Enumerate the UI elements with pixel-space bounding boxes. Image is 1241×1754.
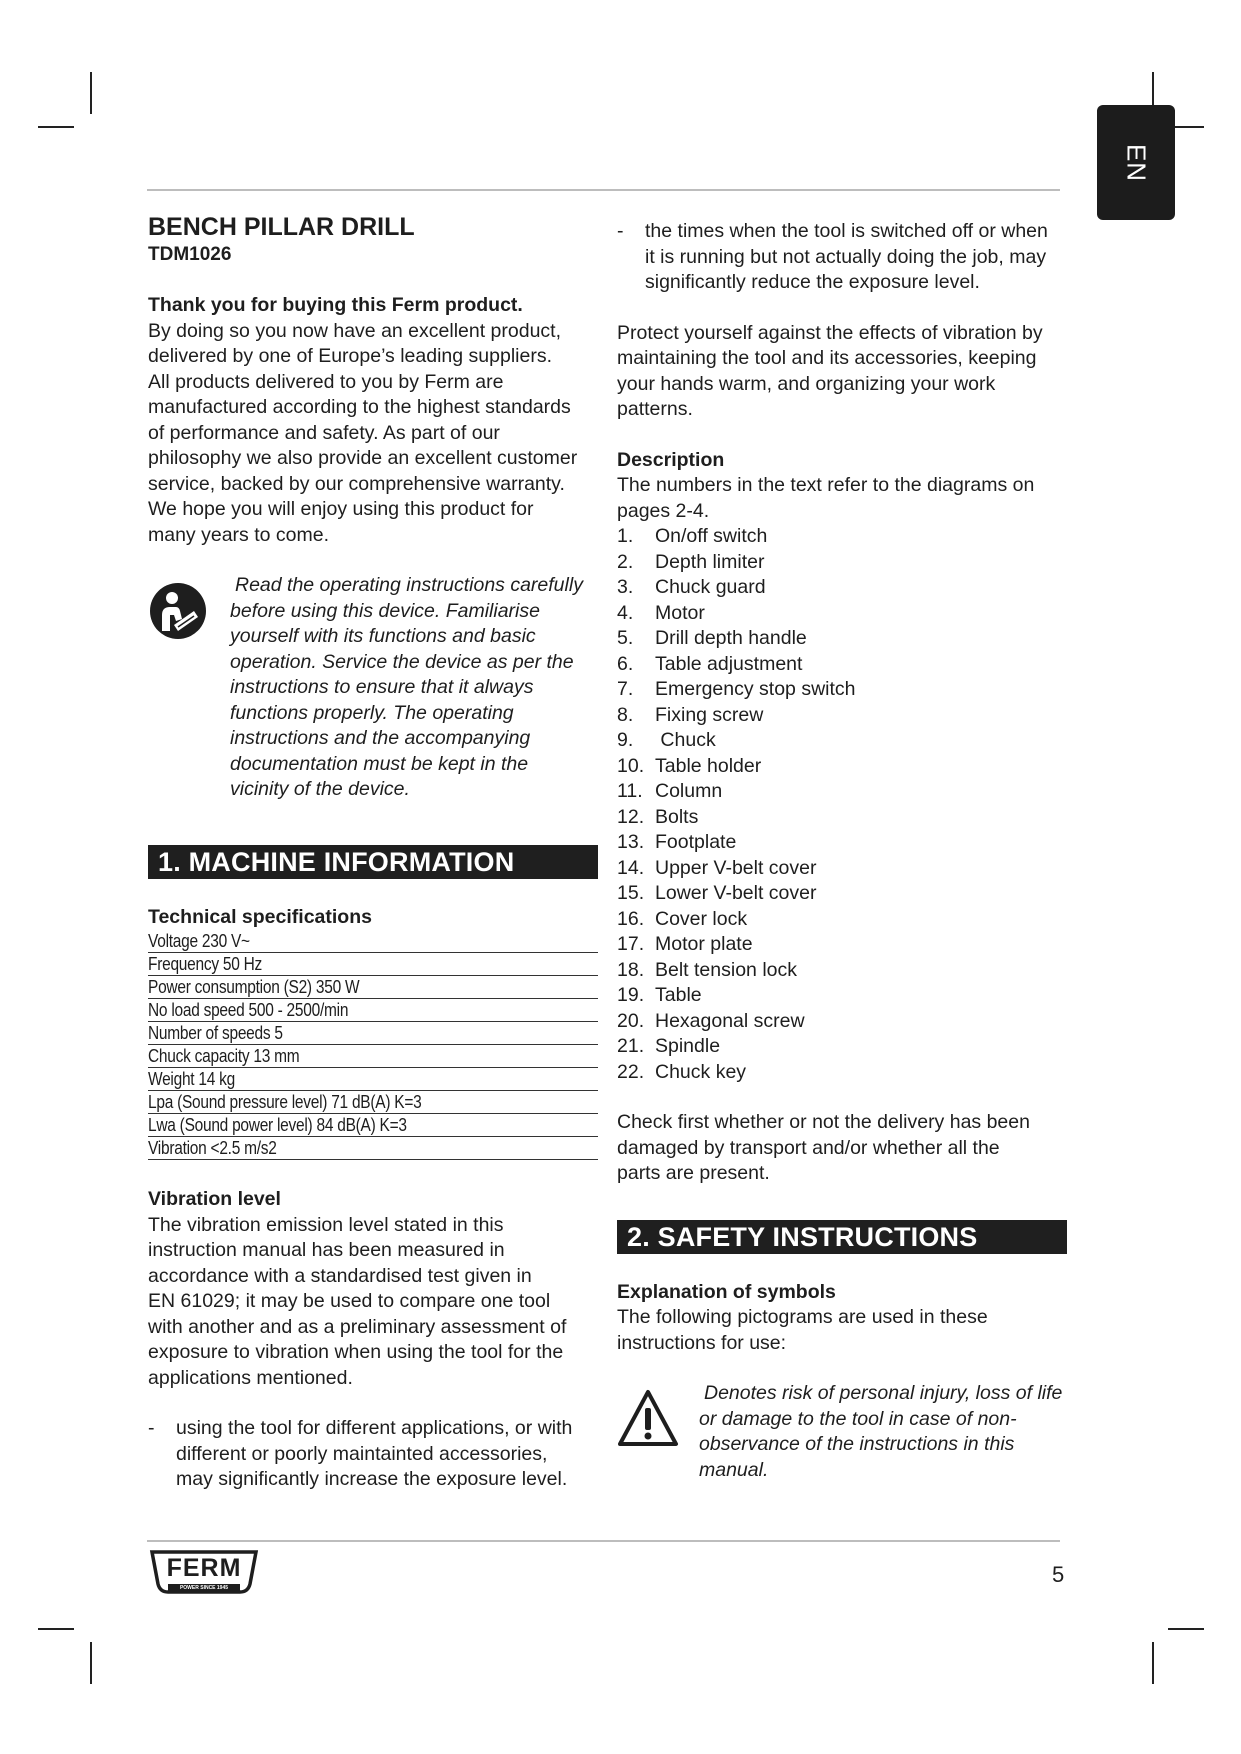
tech-specs-heading: Technical specifications <box>148 905 372 928</box>
warning-line: manual. <box>699 1458 769 1481</box>
vibration-line: exposure to vibration when using the tool for the <box>148 1341 564 1363</box>
list-item: 5. Drill depth handle <box>617 627 807 649</box>
parts-list <box>617 524 1077 1085</box>
list-item: 2. Depth limiter <box>617 550 765 573</box>
note-line: Read the operating instructions carefully <box>235 574 583 596</box>
description-heading: Description <box>617 448 725 471</box>
footer-rule <box>147 1540 1060 1542</box>
model-number: TDM1026 <box>148 244 232 265</box>
vibration-line: accordance with a standardised test given in <box>148 1264 532 1287</box>
list-item: 1. On/off switch <box>617 525 768 547</box>
logo-text: FERM <box>166 1554 242 1582</box>
list-item: 11. Column <box>617 780 723 802</box>
bullet-dash: - <box>617 220 624 242</box>
intro-line: service, backed by our comprehensive warranty. <box>148 472 565 495</box>
note-line: vicinity of the device. <box>230 778 410 800</box>
list-item: 7. Emergency stop switch <box>617 678 856 700</box>
note-line: before using this device. Familiarise <box>230 599 540 622</box>
list-item: 20. Hexagonal screw <box>617 1009 805 1032</box>
intro-line: manufactured according to the highest standards <box>148 396 571 418</box>
list-item: 21. Spindle <box>617 1035 721 1057</box>
page-number: 5 <box>1052 1562 1065 1587</box>
language-tab <box>1097 105 1175 220</box>
protect-line: Protect yourself against the effects of vibration by <box>617 321 1043 344</box>
check-line: Check first whether or not the delivery has been <box>617 1111 1030 1133</box>
spec-row: Number of speeds 5 <box>148 1022 598 1045</box>
vibration-line: applications mentioned. <box>148 1366 353 1389</box>
check-line: parts are present. <box>617 1162 770 1184</box>
warning-line: Denotes risk of personal injury, loss of life <box>704 1382 1063 1404</box>
logo-tagline: POWER SINCE 1945 <box>179 1585 229 1591</box>
ferm-logo <box>148 1548 260 1603</box>
spec-row: No load speed 500 - 2500/min <box>148 999 598 1022</box>
warning-triangle-icon <box>617 1381 699 1455</box>
list-item: 3. Chuck guard <box>617 576 766 598</box>
protect-line: maintaining the tool and its accessories, keeping <box>617 347 1037 369</box>
read-manual-note <box>148 573 598 803</box>
vibration-paragraph <box>148 1213 598 1392</box>
list-item: 19. Table <box>617 984 702 1006</box>
crop-mark <box>90 72 92 114</box>
vibration-line: with another and as a preliminary assessment of <box>148 1315 567 1338</box>
spec-table <box>148 930 598 1160</box>
symbols-intro-line: instructions for use: <box>617 1331 787 1354</box>
section-heading-machine-information: 1. MACHINE INFORMATION <box>148 845 598 879</box>
crop-mark <box>38 126 74 128</box>
crop-mark <box>1168 1628 1204 1630</box>
intro-paragraph <box>148 319 598 549</box>
vibration-line: EN 61029; it may be used to compare one tool <box>148 1290 551 1312</box>
protect-line: patterns. <box>617 398 693 420</box>
spec-row: Lwa (Sound power level) 84 dB(A) K=3 <box>148 1114 598 1137</box>
header-rule <box>147 189 1060 191</box>
symbols-intro-line: The following pictograms are used in these <box>617 1306 988 1328</box>
check-paragraph <box>617 1110 1077 1187</box>
spec-row: Chuck capacity 13 mm <box>148 1045 598 1068</box>
note-line: documentation must be kept in the <box>230 752 529 775</box>
intro-line: philosophy we also provide an excellent customer <box>148 447 578 469</box>
list-item: 14. Upper V-belt cover <box>617 856 817 879</box>
warning-line: or damage to the tool in case of non- <box>699 1407 1017 1430</box>
spec-row: Vibration <2.5 m/s2 <box>148 1137 598 1160</box>
note-line: instructions to ensure that it always <box>230 676 534 698</box>
warning-line: observance of the instructions in this <box>699 1433 1015 1455</box>
note-line: yourself with its functions and basic <box>230 625 536 647</box>
protect-paragraph <box>617 321 1077 423</box>
list-item: 15. Lower V-belt cover <box>617 882 817 904</box>
symbols-heading: Explanation of symbols <box>617 1280 836 1303</box>
bullet-line: significantly reduce the exposure level. <box>645 271 980 293</box>
spec-row: Lpa (Sound pressure level) 71 dB(A) K=3 <box>148 1091 598 1114</box>
list-item: 4. Motor <box>617 601 705 624</box>
description-intro-line: The numbers in the text refer to the diagrams on <box>617 474 1035 496</box>
bullet-dash: - <box>148 1417 155 1439</box>
list-item: 16. Cover lock <box>617 907 748 930</box>
thanks-heading: Thank you for buying this Ferm product. <box>148 294 523 316</box>
bullet-line: using the tool for different applications, or with <box>176 1417 573 1439</box>
vibration-line: instruction manual has been measured in <box>148 1239 505 1261</box>
intro-line: of performance and safety. As part of our <box>148 421 500 444</box>
spec-row: Voltage 230 V~ <box>148 930 598 953</box>
left-column <box>148 212 598 1493</box>
list-item: 22. Chuck key <box>617 1060 747 1083</box>
warning-note <box>617 1381 1077 1483</box>
bullet-line: the times when the tool is switched off or when <box>645 220 1048 242</box>
list-item: 10. Table holder <box>617 754 762 777</box>
intro-line: many years to come. <box>148 523 329 546</box>
vibration-line: The vibration emission level stated in this <box>148 1213 504 1236</box>
spec-row: Power consumption (S2) 350 W <box>148 976 598 999</box>
list-item: 17. Motor plate <box>617 933 753 955</box>
intro-line: delivered by one of Europe’s leading suppliers. <box>148 345 552 367</box>
read-manual-icon <box>148 573 230 649</box>
list-item: 9. Chuck <box>617 729 716 751</box>
protect-line: your hands warm, and organizing your work <box>617 372 996 395</box>
section-heading-safety-instructions: 2. SAFETY INSTRUCTIONS <box>617 1220 1067 1254</box>
description-intro-line: pages 2-4. <box>617 499 710 522</box>
intro-line: We hope you will enjoy using this product for <box>148 498 534 520</box>
spec-row: Frequency 50 Hz <box>148 953 598 976</box>
list-item: 8. Fixing screw <box>617 703 764 726</box>
list-item: 6. Table adjustment <box>617 652 803 675</box>
bullet-line: may significantly increase the exposure level. <box>176 1468 568 1490</box>
intro-line: By doing so you now have an excellent product, <box>148 319 562 342</box>
bullet-line: it is running but not actually doing the job, may <box>645 245 1047 268</box>
note-line: functions properly. The operating <box>230 701 514 724</box>
crop-mark <box>90 1642 92 1684</box>
list-item: 12. Bolts <box>617 805 699 828</box>
note-line: operation. Service the device as per the <box>230 650 574 673</box>
note-line: instructions and the accompanying <box>230 727 531 749</box>
language-tab-label: EN <box>1121 143 1152 182</box>
check-line: damaged by transport and/or whether all the <box>617 1136 1000 1159</box>
crop-mark <box>38 1628 74 1630</box>
vibration-bullet-reduce <box>617 219 1077 296</box>
intro-line: All products delivered to you by Ferm are <box>148 370 504 393</box>
list-item: 18. Belt tension lock <box>617 958 797 981</box>
bullet-line: different or poorly maintainted accessories, <box>176 1442 548 1465</box>
spec-row: Weight 14 kg <box>148 1068 598 1091</box>
vibration-bullet-increase <box>148 1416 598 1493</box>
vibration-heading: Vibration level <box>148 1188 281 1210</box>
crop-mark <box>1152 1642 1154 1684</box>
list-item: 13. Footplate <box>617 831 737 853</box>
right-column <box>617 219 1077 1483</box>
product-title: BENCH PILLAR DRILL <box>148 213 415 241</box>
